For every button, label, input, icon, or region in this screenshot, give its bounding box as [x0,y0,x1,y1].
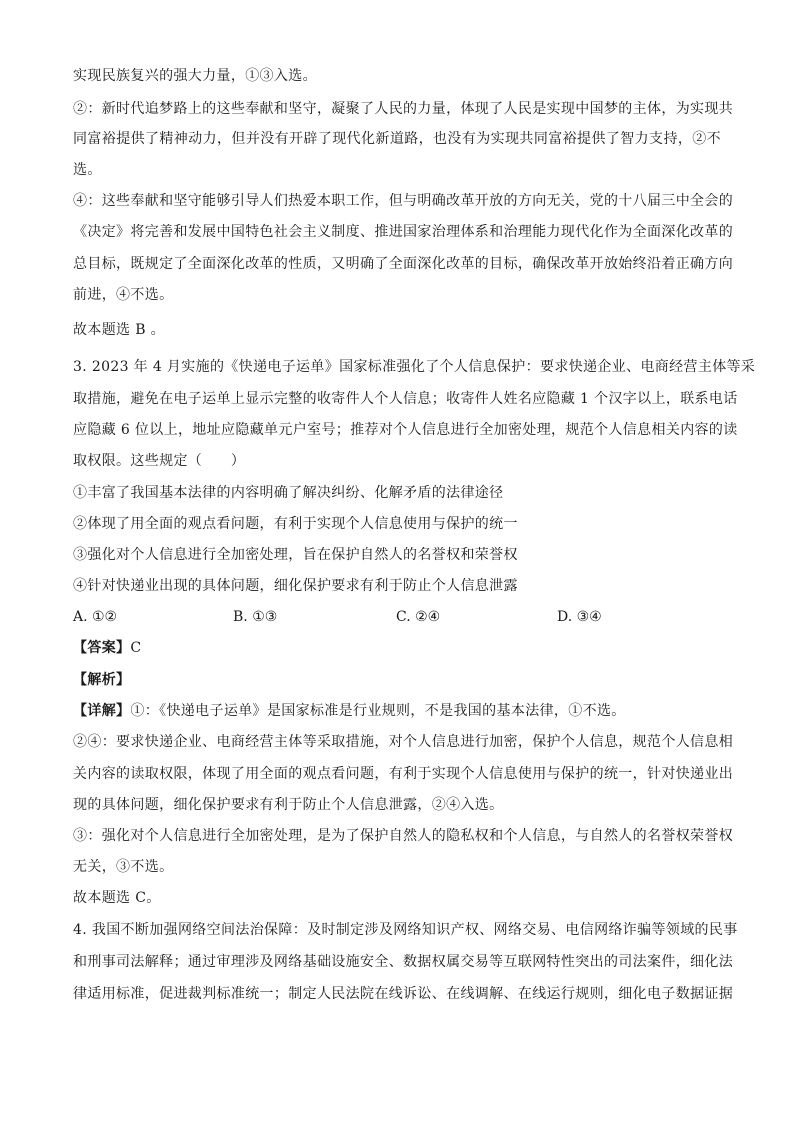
text-line: 《决定》将完善和发展中国特色社会主义制度、推进国家治理体系和治理能力现代化作为全面深化改革的 [73,224,734,240]
detail-tag: 【详解】 [73,703,131,719]
text-line: 总目标，既规定了全面深化改革的性质，又明确了全面深化改革的目标，确保改革开放始终沿着正确方向 [73,256,734,272]
option-c: C. ②④ [396,609,441,625]
answer-tag: 【答案】 [73,640,131,656]
statement-2: ②体现了用全面的观点看问题，有利于实现个人信息使用与保护的统一 [73,516,518,532]
text-line: 现的具体问题，细化保护要求有利于防止个人信息泄露，②④入选。 [73,797,504,813]
text-line: 故本题选 B 。 [73,322,165,338]
text-line: 选。 [73,162,102,178]
text-line: ②④：要求快递企业、电商经营主体等采取措施，对个人信息进行加密，保护个人信息，规范个人信息相 [73,734,734,750]
text-line: 同富裕提供了精神动力，但并没有开辟了现代化新道路，也没有为实现共同富裕提供了智力支持，②不 [73,131,721,147]
question-4-stem: 和刑事司法解释；通过审理涉及网络基础设施安全、数据权属交易等互联网特性突出的司法案件，细化法 [73,954,734,970]
answer-line [73,638,721,658]
text-line: ②：新时代追梦路上的这些奉献和坚守，凝聚了人民的力量，体现了人民是实现中国梦的主体，为实现共 [73,101,734,117]
option-a: A. ①② [73,609,118,625]
statement-1: ①丰富了我国基本法律的内容明确了解决纠纷、化解矛盾的法律途径 [73,485,504,501]
question-3-stem: 取权限。这些规定（ ） [73,453,246,469]
text-line: ③：强化对个人信息进行全加密处理，是为了保护自然人的隐私权和个人信息，与自然人的名誉权荣誉权 [73,828,734,844]
question-4-stem: 4. 我国不断加强网络空间法治保障：及时制定涉及网络知识产权、网络交易、电信网络诈骗等领域的民事 [73,922,738,938]
question-3-stem: 3. 2023 年 4 月实施的《快递电子运单》国家标准强化了个人信息保护：要求快递企业、电商经营主体等采 [73,359,756,375]
analysis-tag: 【解析】 [73,672,131,688]
text-line: 无关，③不选。 [73,859,174,875]
text-line: 实现民族复兴的强大力量，①③入选。 [73,68,317,84]
text-line: 故本题选 C。 [73,890,161,906]
question-3-stem: 应隐藏 6 位以上，地址应隐藏单元户室号；推荐对个人信息进行全加密处理，规范个人信息相关内容的读 [73,422,738,438]
option-d: D. ③④ [557,609,602,625]
text-line: 关内容的读取权限，体现了用全面的观点看问题，有利于实现个人信息使用与保护的统一，针对快递业出 [73,766,734,782]
text-line: 前进，④不选。 [73,287,174,303]
answer-value: C [130,640,142,656]
detail-line [73,701,721,721]
statement-3: ③强化对个人信息进行全加密处理，旨在保护自然人的名誉权和荣誉权 [73,547,518,563]
statement-4: ④针对快递业出现的具体问题，细化保护要求有利于防止个人信息泄露 [73,578,518,594]
detail-text: ①：《快递电子运单》是国家标准是行业规则，不是我国的基本法律，①不选。 [130,703,626,719]
analysis-line [73,670,721,690]
question-4-stem: 律适用标准，促进裁判标准统一；制定人民法院在线诉讼、在线调解、在线运行规则，细化电子数据证据 [73,986,734,1002]
question-3-stem: 取措施，避免在电子运单上显示完整的收寄件人个人信息；收寄件人姓名应隐藏 1 个汉字以上，联系电话 [73,391,738,407]
option-b: B. ①③ [233,609,278,625]
text-line: ④：这些奉献和坚守能够引导人们热爱本职工作，但与明确改革开放的方向无关，党的十八届三中全会的 [73,193,734,209]
